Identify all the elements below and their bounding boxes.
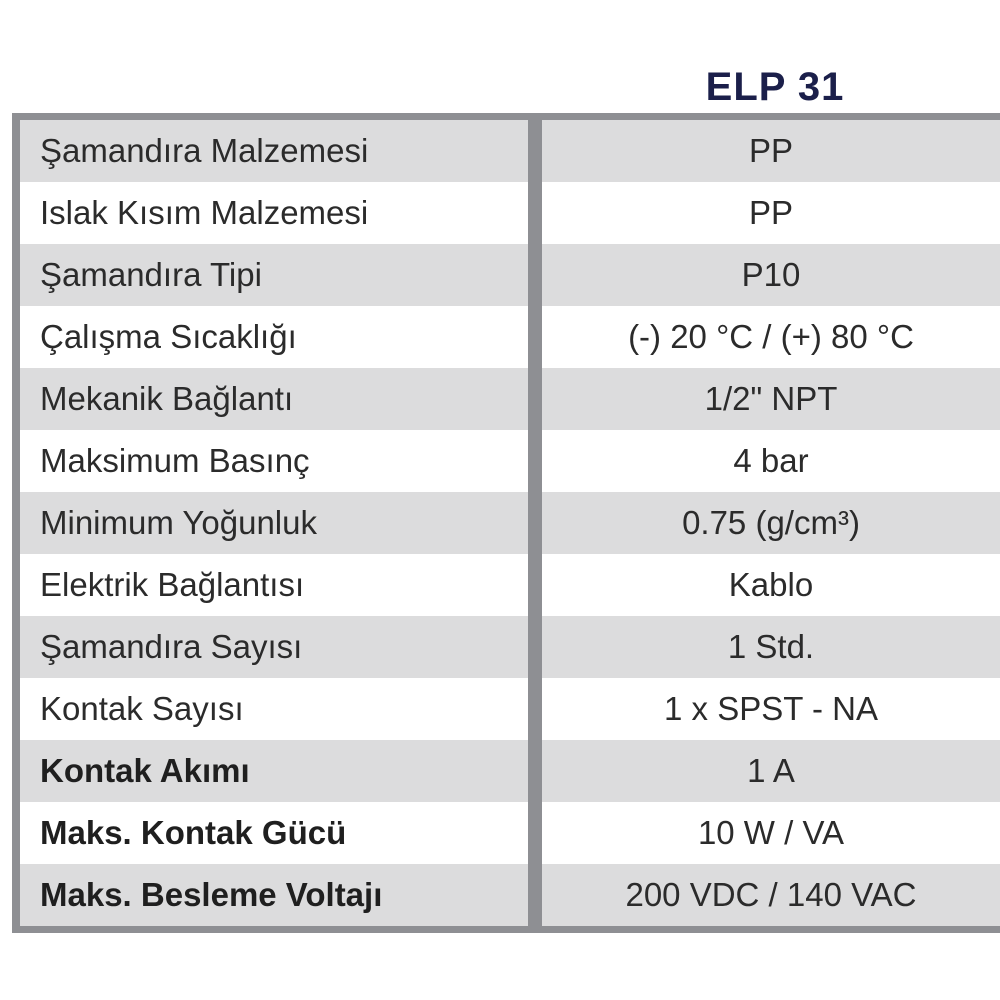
row-label: Mekanik Bağlantı — [20, 368, 528, 430]
row-value: 10 W / VA — [542, 802, 1000, 864]
table-row — [20, 616, 1000, 678]
row-label: Şamandıra Tipi — [20, 244, 528, 306]
table-row — [20, 306, 1000, 368]
table-row — [20, 120, 1000, 182]
row-label: Elektrik Bağlantısı — [20, 554, 528, 616]
row-label: Kontak Sayısı — [20, 678, 528, 740]
table-row — [20, 678, 1000, 740]
table-row — [20, 864, 1000, 926]
table-row — [20, 182, 1000, 244]
row-value: 1 Std. — [542, 616, 1000, 678]
table-row — [20, 244, 1000, 306]
row-value: 200 VDC / 140 VAC — [542, 864, 1000, 926]
row-value: PP — [542, 182, 1000, 244]
row-value: 1/2" NPT — [542, 368, 1000, 430]
row-value: P10 — [542, 244, 1000, 306]
row-label: Şamandıra Sayısı — [20, 616, 528, 678]
row-value: PP — [542, 120, 1000, 182]
row-value: 1 A — [542, 740, 1000, 802]
row-label: Maks. Besleme Voltajı — [20, 864, 528, 926]
row-label: Minimum Yoğunluk — [20, 492, 528, 554]
row-label: Maksimum Basınç — [20, 430, 528, 492]
spec-table — [12, 113, 1000, 933]
row-value: 4 bar — [542, 430, 1000, 492]
row-value: 0.75 (g/cm³) — [542, 492, 1000, 554]
row-label: Maks. Kontak Gücü — [20, 802, 528, 864]
row-label: Şamandıra Malzemesi — [20, 120, 528, 182]
row-value: 1 x SPST - NA — [542, 678, 1000, 740]
table-row — [20, 554, 1000, 616]
table-row — [20, 740, 1000, 802]
table-row — [20, 430, 1000, 492]
table-header-strip — [12, 113, 1000, 120]
row-label: Kontak Akımı — [20, 740, 528, 802]
row-label: Islak Kısım Malzemesi — [20, 182, 528, 244]
table-row — [20, 368, 1000, 430]
table-row — [20, 492, 1000, 554]
product-title: ELP 31 — [705, 65, 845, 109]
row-value: Kablo — [542, 554, 1000, 616]
table-row — [20, 802, 1000, 864]
row-value: (-) 20 °C / (+) 80 °C — [542, 306, 1000, 368]
row-label: Çalışma Sıcaklığı — [20, 306, 528, 368]
